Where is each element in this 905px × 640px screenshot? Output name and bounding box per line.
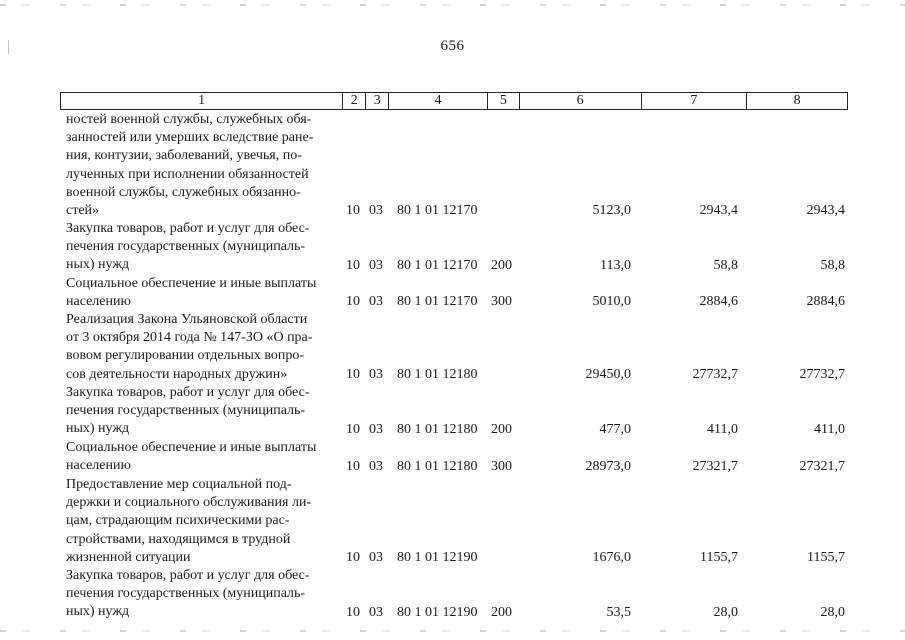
scan-artifact-bottom	[0, 630, 905, 632]
table-row	[0, 384, 905, 439]
row-description: Закупка товаров, работ и услуг для обес- печения государственных (муниципаль- ных) нужд	[66, 568, 310, 620]
cell-amount-7: 1155,7	[700, 550, 738, 565]
cell-expense-type: 200	[491, 605, 512, 620]
table-row	[0, 311, 905, 384]
cell-section: 10	[346, 459, 360, 474]
table-row	[0, 220, 905, 275]
cell-subsection: 03	[369, 258, 383, 273]
row-description: Реализация Закона Ульяновской области от 3 октября 2014 года № 147-ЗО «О пра- вовом регулировании отдельных вопро- сов деятельности народных дружин»	[66, 312, 313, 382]
cell-target-article: 80 1 01 12190	[397, 550, 478, 565]
cell-section: 10	[346, 203, 360, 218]
cell-target-article: 80 1 01 12170	[397, 203, 478, 218]
cell-amount-8: 1155,7	[807, 550, 845, 565]
cell-amount-6: 5010,0	[592, 294, 631, 309]
header-col-2: 2	[343, 93, 366, 109]
cell-amount-6: 5123,0	[592, 203, 631, 218]
cell-subsection: 03	[369, 459, 383, 474]
cell-amount-7: 2943,4	[699, 203, 738, 218]
cell-amount-6: 1676,0	[592, 550, 631, 565]
cell-subsection: 03	[369, 367, 383, 382]
cell-amount-6: 477,0	[599, 422, 631, 437]
cell-subsection: 03	[369, 203, 383, 218]
table-row	[0, 476, 905, 567]
cell-expense-type: 200	[491, 422, 512, 437]
cell-amount-7: 2884,6	[699, 294, 738, 309]
page-number: 656	[440, 38, 465, 54]
header-col-5: 5	[488, 93, 520, 109]
cell-amount-8: 411,0	[814, 422, 845, 437]
header-col-4: 4	[389, 93, 488, 109]
cell-amount-7: 27321,7	[692, 459, 738, 474]
cell-subsection: 03	[369, 422, 383, 437]
cell-amount-8: 58,8	[820, 258, 845, 273]
cell-amount-6: 113,0	[600, 258, 631, 273]
table-header	[60, 92, 848, 110]
cell-amount-7: 58,8	[713, 258, 738, 273]
row-description: Социальное обеспечение и иные выплаты населению	[66, 440, 317, 474]
cell-expense-type: 300	[491, 294, 512, 309]
table-row	[0, 439, 905, 476]
cell-section: 10	[346, 367, 360, 382]
cell-amount-8: 2943,4	[806, 203, 845, 218]
cell-expense-type: 200	[491, 258, 512, 273]
cell-amount-7: 411,0	[707, 422, 738, 437]
cell-amount-8: 27732,7	[799, 367, 845, 382]
cell-amount-8: 28,0	[820, 605, 845, 620]
cell-target-article: 80 1 01 12170	[397, 258, 478, 273]
cell-section: 10	[346, 258, 360, 273]
cell-target-article: 80 1 01 12180	[397, 459, 478, 474]
cell-target-article: 80 1 01 12170	[397, 294, 478, 309]
cell-amount-8: 27321,7	[799, 459, 845, 474]
row-description: Закупка товаров, работ и услуг для обес- печения государственных (муниципаль- ных) нужд	[66, 385, 310, 437]
table-row	[0, 275, 905, 311]
cell-amount-7: 27732,7	[692, 367, 738, 382]
header-col-3: 3	[366, 93, 389, 109]
header-col-7: 7	[642, 93, 748, 109]
header-col-6: 6	[520, 93, 642, 109]
row-description: Предоставление мер социальной под- держки и социального обслуживания ли- цам, страдающим психическими рас- стройствами, находящимся в трудной жизненной ситуации	[66, 477, 312, 565]
cell-expense-type: 300	[491, 459, 512, 474]
row-description: ностей военной службы, служебных обя- занностей или умерших вследствие ране- ния, контузии, заболеваний, увечья, по- лученных при исполнении обязанностей военной службы, служебных обязанно- стей»	[66, 112, 314, 219]
scan-artifact-top	[0, 4, 905, 6]
cell-amount-7: 28,0	[713, 605, 738, 620]
table-body	[0, 111, 905, 622]
cell-section: 10	[346, 422, 360, 437]
cell-subsection: 03	[369, 294, 383, 309]
cell-section: 10	[346, 605, 360, 620]
cell-target-article: 80 1 01 12190	[397, 605, 478, 620]
cell-amount-6: 29450,0	[585, 367, 631, 382]
cell-amount-6: 53,5	[606, 605, 631, 620]
header-col-8: 8	[793, 93, 801, 108]
cell-amount-6: 28973,0	[585, 459, 631, 474]
cell-amount-8: 2884,6	[806, 294, 845, 309]
cell-target-article: 80 1 01 12180	[397, 367, 478, 382]
cell-subsection: 03	[369, 550, 383, 565]
header-col-1: 1	[61, 93, 343, 109]
cell-section: 10	[346, 294, 360, 309]
row-description: Закупка товаров, работ и услуг для обес- печения государственных (муниципаль- ных) нужд	[66, 221, 310, 273]
cell-target-article: 80 1 01 12180	[397, 422, 478, 437]
cell-subsection: 03	[369, 605, 383, 620]
table-row	[0, 111, 905, 220]
table-row	[0, 567, 905, 622]
cell-section: 10	[346, 550, 360, 565]
row-description: Социальное обеспечение и иные выплаты населению	[66, 276, 317, 310]
